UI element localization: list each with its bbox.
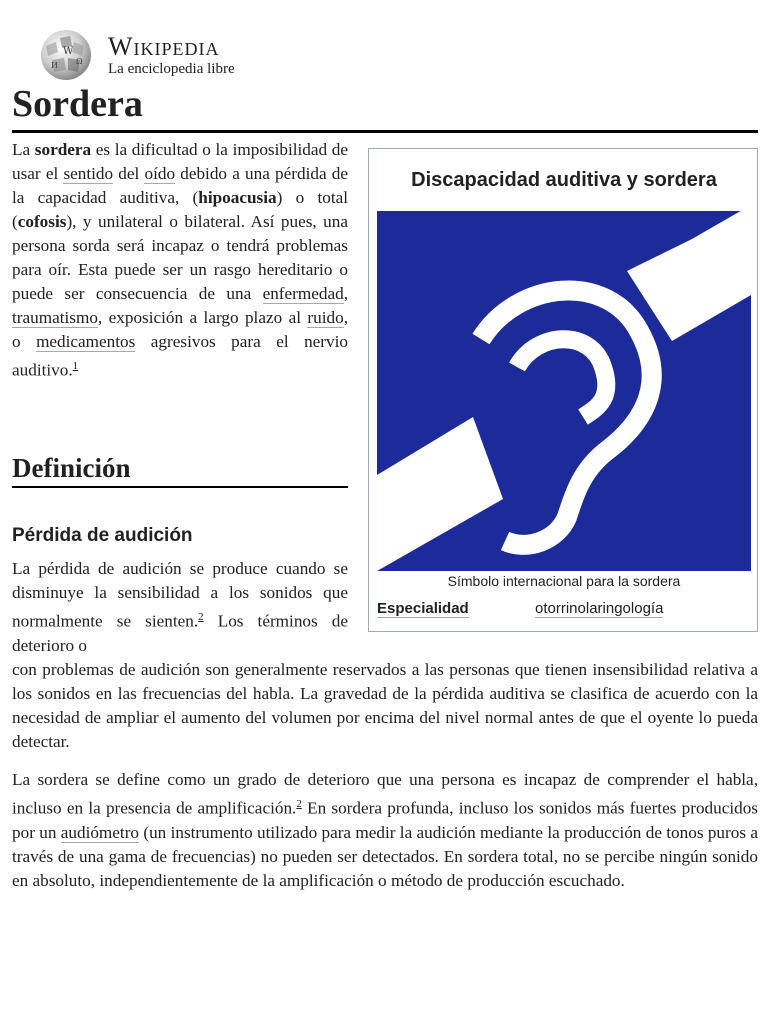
bold-term-hipoacusia: hipoacusia <box>198 188 277 207</box>
wikipedia-globe-logo[interactable] <box>36 28 96 82</box>
text: La <box>12 140 35 159</box>
wordmark <box>108 33 235 77</box>
text: agresivos para el nervio auditivo. <box>12 332 348 380</box>
text: ) o total ( <box>12 188 348 231</box>
svg-text:И: И <box>51 61 58 70</box>
text: (un instrumento utilizado para medir la audición mediante la producción de tonos puros a través de una gama de frecuencias) no pueden ser detectados. En sordera total, no se percibe ningún sonido en absoluto, independientemente de la amplificación o método de producción escuchado. <box>12 822 758 890</box>
subsection-heading-perdida: Pérdida de audición <box>12 525 193 546</box>
svg-text:Ω: Ω <box>76 57 83 66</box>
text: con problemas de audición son generalmente reservados a las personas que tienen insensibilidad relativa a los sonidos en las frecuencias del habla. La gravedad de la pérdida auditiva se clasifica de acuerdo con la necesidad de ampliar el aumento del volumen por encima del nivel normal antes de que el oyente lo pueda detectar. <box>12 659 758 751</box>
text: es la dificultad o la imposibilidad de usar el <box>12 140 348 183</box>
text: , <box>343 284 348 303</box>
text: La pérdida de audición se produce cuando se disminuye la sensibilidad a los sonidos que normalmente se sienten. <box>12 559 348 631</box>
text: del <box>113 164 145 183</box>
infobox-label-especialidad[interactable]: Especialidad <box>377 600 469 617</box>
page-title: Sordera <box>12 83 143 125</box>
reference-2[interactable]: 2 <box>198 611 204 623</box>
infobox-caption: Símbolo internacional para la sordera <box>447 573 681 589</box>
reference-1[interactable]: 1 <box>72 360 79 372</box>
infobox <box>368 148 758 632</box>
link-sentido[interactable]: sentido <box>63 164 114 183</box>
paragraph-definicion <box>12 768 758 893</box>
section-heading-definicion: Definición <box>12 453 131 483</box>
link-traumatismo[interactable]: traumatismo <box>12 308 98 327</box>
intro-paragraph <box>12 138 348 383</box>
text: , o <box>12 308 348 351</box>
wordmark-tagline: La enciclopedia libre <box>108 61 235 77</box>
section-divider <box>12 486 348 488</box>
link-medicamentos[interactable]: medicamentos <box>36 332 136 351</box>
infobox-value-especialidad[interactable]: otorrinolaringología <box>535 600 664 617</box>
site-header <box>36 28 235 82</box>
bold-term-cofosis: cofosis <box>17 212 67 231</box>
reference-2b[interactable]: 2 <box>296 798 302 810</box>
svg-text:W: W <box>63 46 74 57</box>
text: La sordera se define como un grado de deterioro que una persona es incapaz de comprender el habla, incluso en la presencia de amplificación. <box>12 770 758 818</box>
text: , exposición a largo plazo al <box>97 308 308 327</box>
link-enfermedad[interactable]: enfermedad <box>262 284 344 303</box>
wordmark-title[interactable]: Wikipedia <box>108 32 220 61</box>
text: debido a una pérdida de la capacidad auditiva, ( <box>12 164 349 207</box>
deafness-symbol-icon[interactable] <box>377 211 751 571</box>
title-divider <box>12 130 758 133</box>
text: En sordera profunda, incluso los sonidos más fuertes producidos por un <box>12 798 758 842</box>
link-ruido[interactable]: ruido <box>307 308 344 327</box>
link-oido[interactable]: oído <box>144 164 176 183</box>
text: Los términos de deterioro o <box>12 611 348 655</box>
text: ), y unilateral o bilateral. Así pues, una persona sorda será incapaz o tendrá problemas para oír. Esta puede ser un rasgo hereditario o puede ser consecuencia de una <box>12 212 348 303</box>
infobox-title: Discapacidad auditiva y sordera <box>411 169 717 191</box>
link-audiometro[interactable]: audiómetro <box>60 822 140 842</box>
bold-term-sordera: sordera <box>34 140 92 159</box>
